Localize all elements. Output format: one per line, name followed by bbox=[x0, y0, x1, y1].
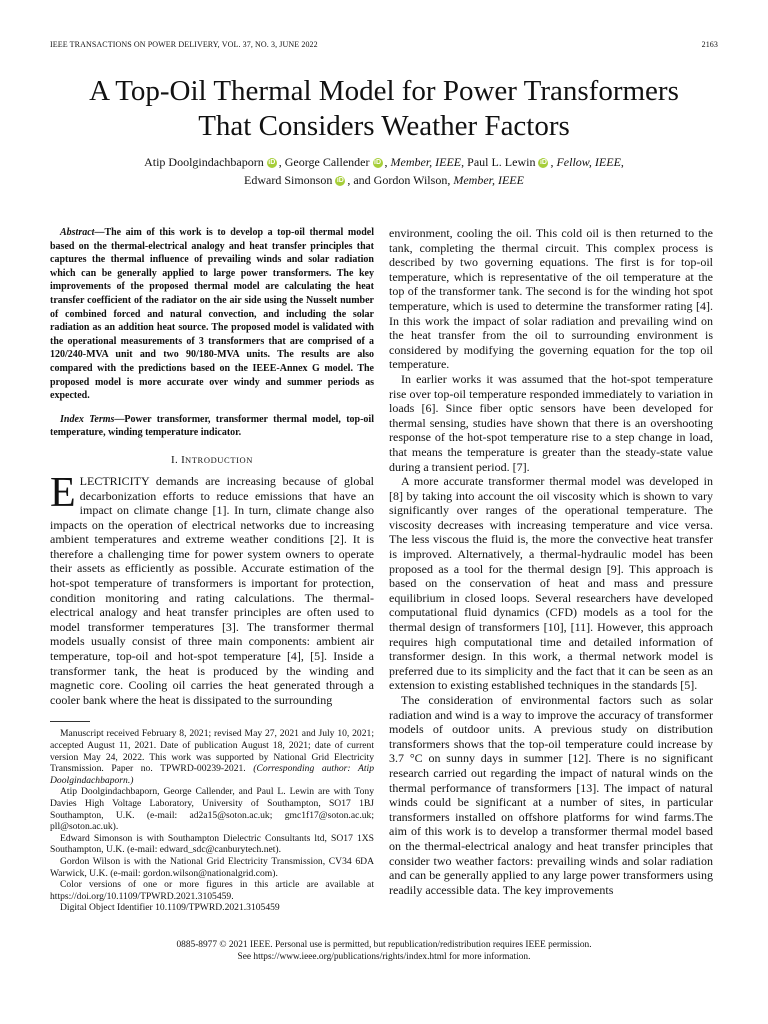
title-line-2: That Considers Weather Factors bbox=[198, 110, 570, 142]
author-1: Atip Doolgindachbaporn bbox=[144, 155, 264, 169]
paper-title bbox=[0, 74, 768, 144]
corresponding-author: (Corresponding author: Atip Doolgindachbaporn.) bbox=[50, 763, 374, 786]
orcid-icon[interactable]: iD bbox=[374, 159, 381, 166]
index-terms-text: —Power transformer, transformer thermal model, top-oil temperature, winding temperature indicator. bbox=[50, 413, 374, 439]
section-title-rest: NTRODUCTION bbox=[185, 454, 254, 465]
title-line-1: A Top-Oil Thermal Model for Power Transformers bbox=[89, 75, 679, 107]
intro-caps: LECTRICITY bbox=[79, 473, 150, 488]
orcid-icon[interactable]: iD bbox=[539, 159, 547, 166]
index-terms-label: Index Terms bbox=[60, 413, 115, 425]
section-heading bbox=[50, 454, 374, 466]
author-2-role: Member, IEEE bbox=[390, 155, 462, 169]
author-line-2 bbox=[0, 171, 768, 189]
right-column bbox=[389, 226, 713, 897]
author-2: , George Callender bbox=[278, 155, 370, 169]
footnote-color-versions[interactable]: Color versions of one or more figures in this article are available at https://doi.org/10.1109/TPWRD.2021.3105459. bbox=[50, 879, 374, 902]
footnote-manuscript: Manuscript received February 8, 2021; revised May 27, 2021 and July 10, 2021; accepted August 11, 2021. Date of publication August 18, 2021; date of current version May 24, 2022. This work was supported by National Grid Electricity Transmission. Paper no. TPWRD-00239-2021. (Corresponding author: Atip Doolgindachbaporn.) bbox=[50, 728, 374, 786]
author-5-role: Member, IEEE bbox=[453, 173, 524, 187]
footnote-affiliation-2: Edward Simonson is with Southampton Dielectric Consultants ltd, SO17 1XS Southampton, U.K. (e-mail: edward_sdc@canburytech.net). bbox=[50, 832, 374, 856]
orcid-icon[interactable]: iD bbox=[268, 159, 276, 166]
author-5: , and Gordon Wilson, bbox=[347, 173, 451, 187]
section-title-first: I bbox=[181, 453, 186, 466]
footnote-rule bbox=[50, 721, 90, 722]
section-numeral: I. bbox=[170, 453, 178, 466]
footnote-affiliation-3: Gordon Wilson is with the National Grid Electricity Transmission, CV34 6DA Warwick, U.K. (e-mail: gordon.wilson@nationalgrid.com). bbox=[50, 855, 374, 879]
body-paragraph: environment, cooling the oil. This cold oil is then returned to the tank, completing the thermal circuit. This complex process is described by two governing equations. The first is for top-oil temperature, which is representative of the oil temperature at the top of the transformer tank. The second is for the winding hot spot temperature, which is used to determine the transformer rating [4]. In this work the impact of solar radiation and prevailing wind on the heat transfer from the oil to surrounding environment is considered by modifying the governing equation for the top oil temperature. bbox=[389, 226, 713, 372]
body-paragraph: A more accurate transformer thermal model was developed in [8] by taking into account the oil viscosity which is shown to vary significantly over ranges of the operational temperature. The viscosity decreases with increasing temperature and vice versa. The less viscous the fluid is, the more the convective heat transfer is improved. Alternatively, a thermal-hydraulic model has been proposed as a tool for the thermal design [9]. This approach is based on the conservation of heat and mass and pressure equilibrium in closed loops. Several researchers have developed computational fluid dynamics (CFD) models as a tool for the thermal design of transformers [10], [11]. However, this approach requires high computational time and detailed information of transformer design. In this work, a thermal network model is preferred due to its simplicity and the fact that it can be seen as an extension to existing established techniques in the standards [5]. bbox=[389, 474, 713, 693]
page-number: 2163 bbox=[701, 40, 718, 49]
left-column bbox=[50, 226, 374, 914]
footnote-doi: Digital Object Identifier 10.1109/TPWRD.2021.3105459 bbox=[60, 902, 280, 914]
body-paragraph: The consideration of environmental factors such as solar radiation and wind is a way to improve the accuracy of transformer models of outdoor units. A previous study on distribution transformers shows that the top-oil temperature could increase by 3.7 °C on sunny days in summer [12]. There is no significant research carried out regarding the impact of natural winds on the thermal performance of transformers [13]. The impact of natural winds could be significant at a number of sites, in particular transformers installed on offshore platforms for wind farms.The aim of this work is to develop a transformer thermal model based on the thermal-electrical analogy and heat transfer principles that consider two weather factors: prevailing winds and solar radiation and can be generally applied to any large power transformers using readily accessible data. The key improvements bbox=[389, 693, 713, 897]
body-paragraph: In earlier works it was assumed that the hot-spot temperature rise over top-oil temperature responded immediately to variation in loads [6]. Since fiber optic sensors have been developed for thermal sensing, studies have shown that there is an overshooting response of the hot-spot temperature rise to a step change in load, that means the temperature is greater than the steady-state value during a transient period. [7]. bbox=[389, 371, 713, 474]
journal-name: IEEE TRANSACTIONS ON POWER DELIVERY, VOL. 37, NO. 3, JUNE 2022 bbox=[50, 40, 318, 49]
copyright-footer bbox=[0, 940, 768, 963]
author-line-1: Atip Doolgindachbaporn iD , George Callender iD , Member, IEEE, Paul L. Lewin iD , Fellow, IEEE, bbox=[144, 155, 624, 169]
orcid-icon[interactable]: iD bbox=[336, 177, 344, 184]
author-4: Edward Simonson bbox=[244, 173, 333, 187]
intro-paragraph bbox=[50, 469, 374, 708]
drop-cap: E bbox=[50, 469, 76, 516]
author-3-role: Fellow, IEEE bbox=[556, 155, 621, 169]
running-header bbox=[50, 40, 718, 49]
abstract bbox=[50, 226, 374, 403]
rights-link[interactable]: See https://www.ieee.org/publications/rights/index.html for more information. bbox=[237, 951, 531, 962]
copyright-line: 0885-8977 © 2021 IEEE. Personal use is permitted, but republication/redistribution requires IEEE permission. bbox=[176, 940, 592, 950]
intro-text: demands are increasing because of global decarbonization efforts to reduce emissions that have an impact on climate change [1]. In turn, climate change also impacts on the operation of electrical networks due to increasing ambient temperatures and extreme weather conditions [2]. It is therefore a challenging time for power system owners to operate their assets as efficiently as possible. Accurate estimation of the hot-spot temperature of transformers is important for protection, condition monitoring and rating calculations. The thermal-electrical analogy and heat transfer principles are often used to model transformer temperatures [3]. The transformer thermal models usually consist of three main components: ambient air temperature, top-oil and hot-spot temperature [4], [5]. Inside a transformer tank, the heat is produced by the winding and magnetic core. Cooling oil carries the heat generated through a cooler bank where the heat is dissipated to the surrounding bbox=[50, 473, 374, 707]
index-terms bbox=[50, 413, 374, 440]
author-list bbox=[0, 153, 768, 189]
footnote-affiliation-1: Atip Doolgindachbaporn, George Callender, and Paul L. Lewin are with Tony Davies High Voltage Laboratory, University of Southampton, SO17 1BJ Southampton, U.K. (e-mail: ad2a15@soton.ac.uk; gmc1f17@soton.ac.uk; pll@soton.ac.uk). bbox=[50, 786, 374, 833]
author-3: , Paul L. Lewin bbox=[461, 155, 536, 169]
abstract-label: Abstract bbox=[60, 227, 95, 238]
abstract-text: —The aim of this work is to develop a top-oil thermal model based on the thermal-electrical analogy and heat transfer principles that captures the thermal influence of prevailing winds and solar radiation which can be generally applied to large power transformers. The key improvements of the proposed thermal model are calculating the heat transfer coefficient of the radiator on the air side using the Nusselt number of combined forced and natural convection, and including the solar radiation as an addition heat source. The proposed model is validated with the operational measurements of 3 transformers that are comprised of a 120/240-MVA unit and two 90/180-MVA units. The results are also compared with the predictions based on the IEEE-Annex G model. The proposed model is more accurate over windy and summer periods as expected. bbox=[50, 227, 374, 402]
